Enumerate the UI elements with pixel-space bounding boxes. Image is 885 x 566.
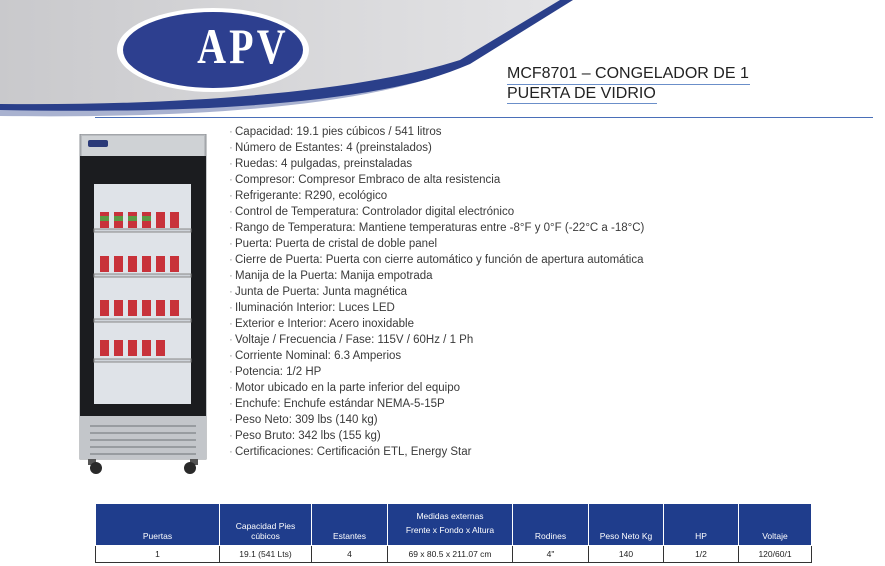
table-header-row <box>96 504 812 546</box>
header-background <box>0 0 885 125</box>
apv-logo: APV <box>197 18 289 74</box>
col-header-medidas <box>388 504 513 546</box>
table-row <box>96 546 812 563</box>
spec-item: · Manija de la Puerta: Manija empotrada <box>229 270 433 282</box>
col-header-medidas-line2: Frente x Fondo x Altura <box>405 524 495 535</box>
col-header-rodines: Rodines <box>513 504 589 546</box>
spec-item: · Ruedas: 4 pulgadas, preinstaladas <box>229 158 413 170</box>
cell-medidas: 69 x 80.5 x 211.07 cm <box>388 546 513 563</box>
spec-item: · Certificaciones: Certificación ETL, Energy Star <box>229 446 472 458</box>
spec-item: · Corriente Nominal: 6.3 Amperios <box>229 350 402 362</box>
spec-item: · Exterior e Interior: Acero inoxidable <box>229 318 414 330</box>
spec-item: · Refrigerante: R290, ecológico <box>229 190 388 202</box>
spec-item: · Potencia: 1/2 HP <box>229 366 322 378</box>
col-header-medidas-line1: Medidas externas <box>416 510 484 521</box>
specifications-table <box>95 503 812 563</box>
freezer-product-image <box>78 134 208 476</box>
col-header-voltaje: Voltaje <box>739 504 812 546</box>
spec-item: · Control de Temperatura: Controlador digital electrónico <box>229 206 515 218</box>
title-underline-2 <box>507 103 657 104</box>
col-header-peso: Peso Neto Kg <box>589 504 664 546</box>
cell-capacidad: 19.1 (541 Lts) <box>220 546 312 563</box>
spec-item: · Puerta: Puerta de cristal de doble panel <box>229 238 438 250</box>
product-title-line2: PUERTA DE VIDRIO <box>507 85 656 102</box>
title-underline <box>507 84 750 85</box>
cell-rodines: 4" <box>513 546 589 563</box>
spec-item: · Enchufe: Enchufe estándar NEMA-5-15P <box>229 398 445 410</box>
cell-hp: 1/2 <box>664 546 739 563</box>
specification-list <box>229 124 644 460</box>
spec-item: · Voltaje / Frecuencia / Fase: 115V / 60Hz / 1 Ph <box>229 334 474 346</box>
cell-estantes: 4 <box>312 546 388 563</box>
cell-voltaje: 120/60/1 <box>739 546 812 563</box>
divider <box>95 117 873 118</box>
spec-item: · Rango de Temperatura: Mantiene temperaturas entre -8°F y 0°F (-22°C a -18°C) <box>229 222 645 234</box>
spec-item: · Junta de Puerta: Junta magnética <box>229 286 407 298</box>
spec-item: · Número de Estantes: 4 (preinstalados) <box>229 142 432 154</box>
col-header-estantes: Estantes <box>312 504 388 546</box>
spec-item: · Cierre de Puerta: Puerta con cierre automático y función de apertura automática <box>229 254 644 266</box>
product-title-line1: MCF8701 – CONGELADOR DE 1 <box>507 65 749 82</box>
col-header-hp: HP <box>664 504 739 546</box>
spec-item: · Peso Neto: 309 lbs (140 kg) <box>229 414 378 426</box>
spec-item: · Iluminación Interior: Luces LED <box>229 302 395 314</box>
spec-item: · Motor ubicado en la parte inferior del equipo <box>229 382 461 394</box>
spec-item: · Peso Bruto: 342 lbs (155 kg) <box>229 430 381 442</box>
spec-item: · Capacidad: 19.1 pies cúbicos / 541 litros <box>229 126 442 138</box>
spec-item: · Compresor: Compresor Embraco de alta resistencia <box>229 174 501 186</box>
col-header-capacidad: Capacidad Pies cúbicos <box>220 504 312 546</box>
col-header-puertas: Puertas <box>96 504 220 546</box>
cell-peso: 140 <box>589 546 664 563</box>
cell-puertas: 1 <box>96 546 220 563</box>
